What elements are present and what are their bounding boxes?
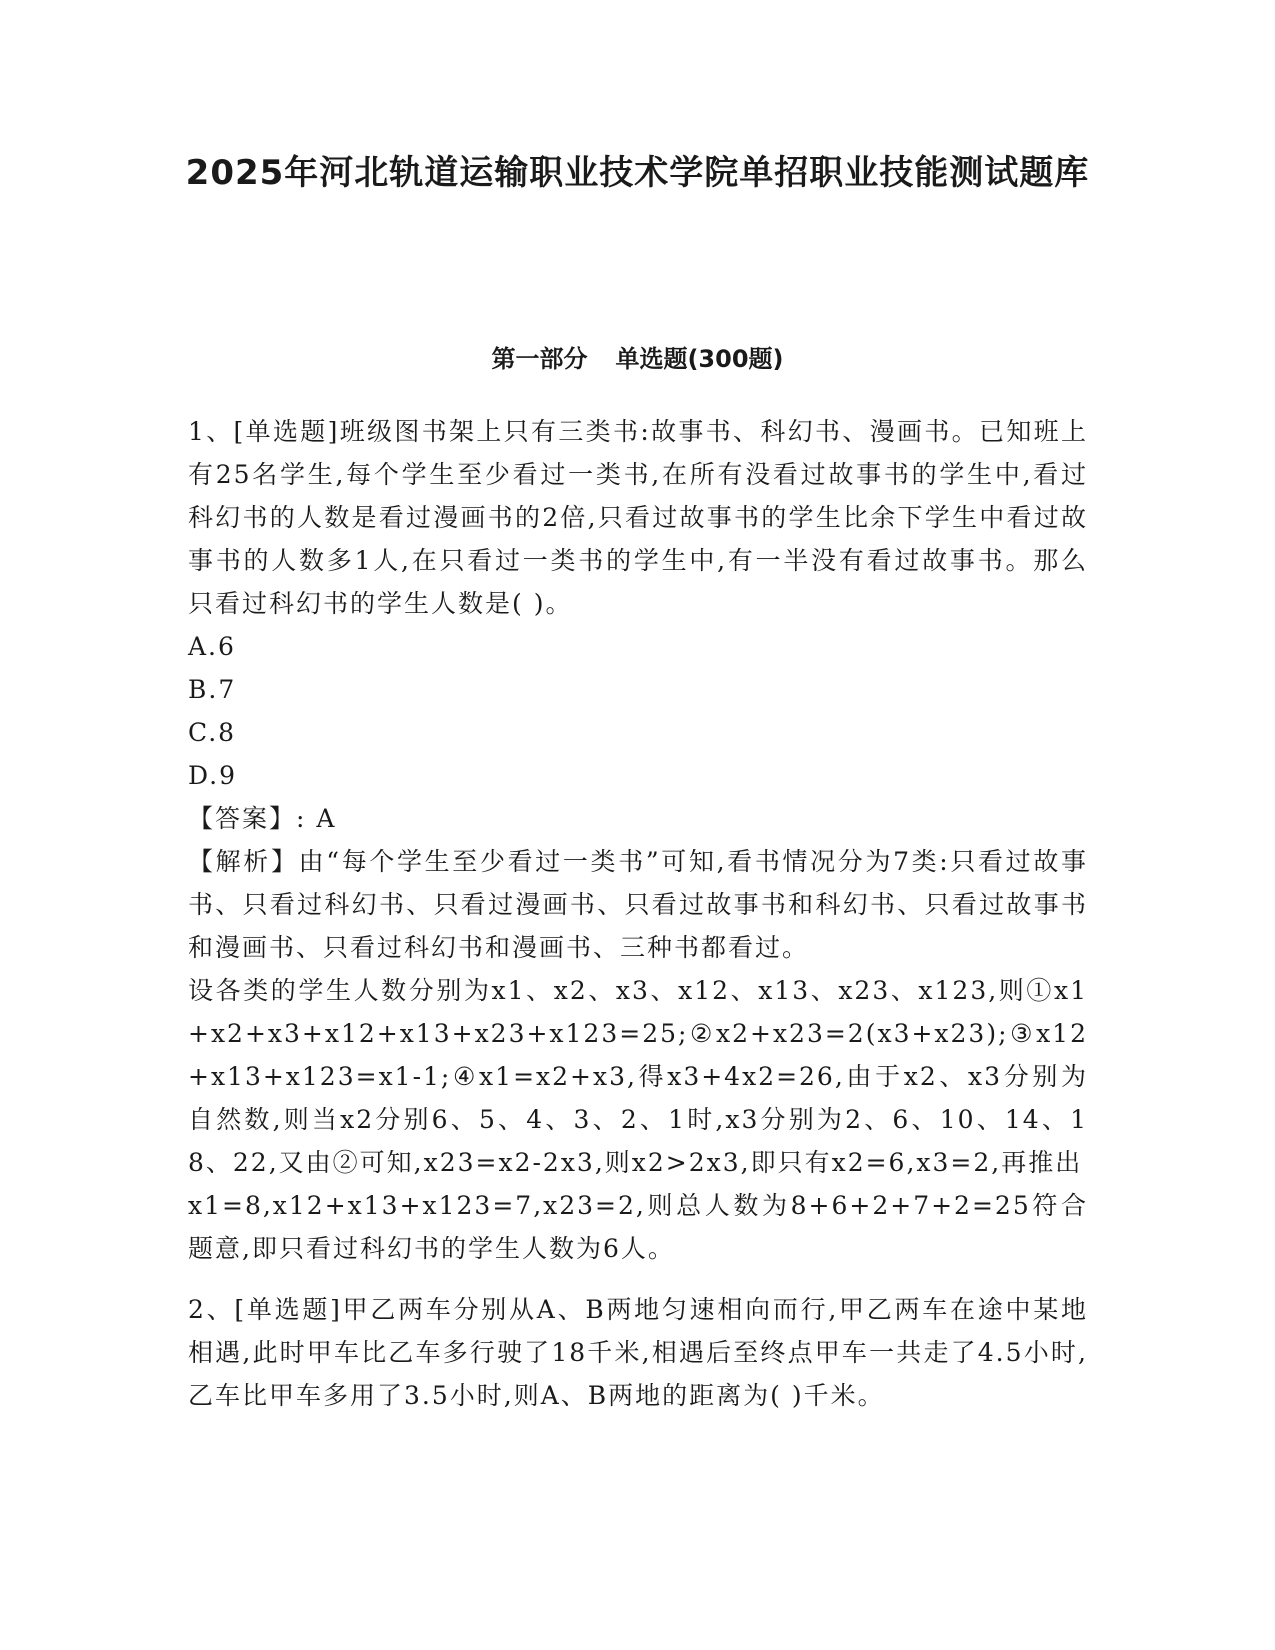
question-1-option-c: C.8 <box>188 718 237 747</box>
analysis-label: 【解析】 <box>188 847 299 876</box>
question-1-analysis <box>188 840 1088 969</box>
question-1-analysis-cont: 设各类的学生人数分别为x1、x2、x3、x12、x13、x23、x123,则①x1+x2+x3+x12+x13+x23+x123=25;②x2+x23=2(x3+x23);③x12+x13+x123=x1-1;④x1=x2+x3,得x3+4x2=26,由于x2、x3分别为自然数,则当x2分别6、5、4、3、2、1时,x3分别为2、6、10、14、18、22,又由②可知,x23=x2-2x3,则x2>2x3,即只有x2=6,x3=2,再推出 <box>188 976 1088 1177</box>
answer-value: A <box>316 804 337 833</box>
question-1 <box>188 410 1088 1270</box>
question-2 <box>188 1288 1088 1417</box>
answer-label: 【答案】 <box>188 804 297 833</box>
analysis-text-1: 由“每个学生至少看过一类书”可知,看书情况分为7类:只看过故事书、只看过科幻书、只看过漫画书、只看过故事书和科幻书、只看过故事书和漫画书、只看过科幻书和漫画书、三种书都看过。 <box>188 847 1088 962</box>
document-title: 2025年河北轨道运输职业技术学院单招职业技能测试题库 <box>185 153 1090 193</box>
question-1-answer <box>188 797 1088 840</box>
question-1-stem: 1、[单选题]班级图书架上只有三类书:故事书、科幻书、漫画书。已知班上有25名学生,每个学生至少看过一类书,在所有没看过故事书的学生中,看过科幻书的人数是看过漫画书的2倍,只看过故事书的学生比余下学生中看过故事书的人数多1人,在只看过一类书的学生中,有一半没有看过故事书。那么只看过科幻书的学生人数是( )。 <box>188 417 1088 618</box>
answer-separator: : <box>296 804 317 833</box>
section-heading <box>150 342 1125 376</box>
section-name: 单选题(300题) <box>615 345 784 373</box>
question-2-stem: 2、[单选题]甲乙两车分别从A、B两地匀速相向而行,甲乙两车在途中某地相遇,此时甲车比乙车多行驶了18千米,相遇后至终点甲车一共走了4.5小时,乙车比甲车多用了3.5小时,则A、B两地的距离为( )千米。 <box>188 1295 1088 1410</box>
question-1-analysis-end: x1=8,x12+x13+x123=7,x23=2,则总人数为8+6+2+7+2=25符合题意,即只看过科幻书的学生人数为6人。 <box>188 1191 1088 1263</box>
section-part: 第一部分 <box>491 345 588 373</box>
question-1-option-b: B.7 <box>188 675 237 704</box>
question-list <box>188 410 1088 1417</box>
question-1-option-d: D.9 <box>188 761 238 790</box>
question-1-option-a: A.6 <box>188 632 236 661</box>
